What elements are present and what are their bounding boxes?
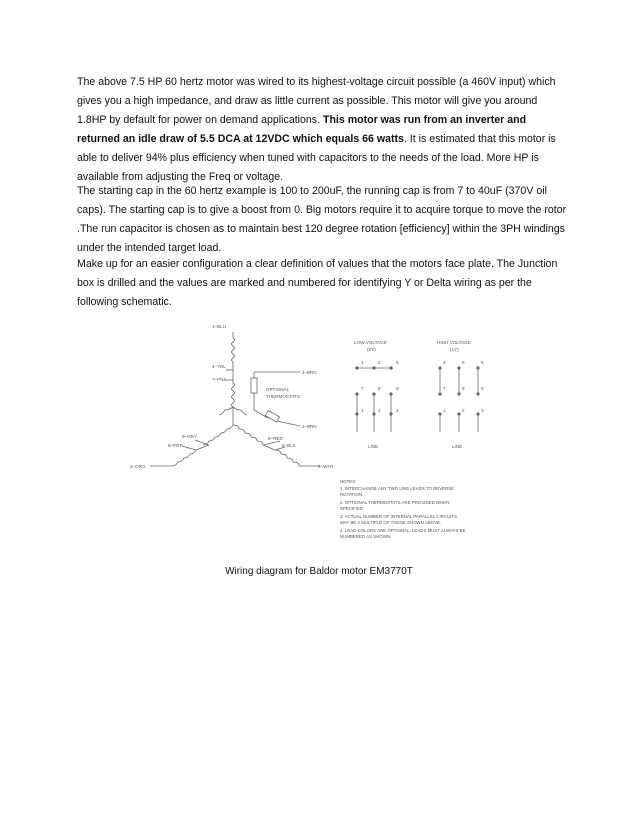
diagram-notes xyxy=(340,479,466,539)
lv-term-7: 7 xyxy=(361,386,364,391)
note-line: 3. ACTUAL NUMBER OF INTERNAL PARALLEL CIRCUITS xyxy=(340,514,458,519)
lv-term-1: 1 xyxy=(361,408,364,413)
lv-term-9: 9 xyxy=(396,386,399,391)
paragraph-1-text-a: The above 7.5 HP 60 hertz motor was wired to its highest-voltage circuit possible (a 460V input) which gives you a high impedance, and draw as little current as possible. This motor will give you around 1.8HP by default for power on demand applications. xyxy=(77,76,556,126)
lead-label-6: 6–PRP xyxy=(168,443,183,448)
lead-label-9: 9–GRY xyxy=(182,434,197,439)
lead-label-j-brn-bottom: J–BRN xyxy=(302,424,317,429)
lv-term-4: 4 xyxy=(361,360,364,365)
low-voltage-title: LOW VOLTAGE xyxy=(354,340,387,345)
figure-caption: Wiring diagram for Baldor motor EM3770T xyxy=(225,566,413,577)
hv-term-5: 5 xyxy=(462,360,465,365)
note-line: NUMBERED AS SHOWN. xyxy=(340,534,392,539)
high-voltage-connection xyxy=(437,340,484,449)
thermostats-label: THERMOSTATS xyxy=(266,394,301,399)
low-voltage-connection xyxy=(354,340,399,449)
note-line: 4. LEAD COLORS ARE OPTIONAL. LEADS MUST ALWAYS BE xyxy=(340,528,466,533)
hv-term-4: 4 xyxy=(443,360,446,365)
high-voltage-title: HIGH VOLTAGE xyxy=(437,340,471,345)
high-voltage-line: LINE xyxy=(452,444,463,449)
hv-term-8: 8 xyxy=(462,386,465,391)
lead-label-8: 8–RED xyxy=(268,436,283,441)
lv-term-8: 8 xyxy=(378,386,381,391)
optional-label: OPTIONAL xyxy=(266,387,290,392)
low-voltage-sub: (2Y) xyxy=(367,347,376,352)
note-line: 2. OPTIONAL THERMOSTATS ARE PROVIDED WHEN xyxy=(340,500,450,505)
high-voltage-sub: (1Y) xyxy=(450,347,459,352)
lead-label-4: 4–YEL xyxy=(212,364,226,369)
hv-term-9: 9 xyxy=(481,386,484,391)
lead-label-j-brn-top: J–BRN xyxy=(302,370,317,375)
lv-term-6: 6 xyxy=(396,360,399,365)
lead-label-7: 7–PNK xyxy=(212,377,227,382)
lead-label-3: 3–ORG xyxy=(130,464,146,469)
paragraph-1-bold: This motor was run from an inverter and returned an idle draw of 5.5 DCA at 12VDC which equals 66 watts xyxy=(77,114,527,145)
hv-term-2: 2 xyxy=(462,408,465,413)
note-line: 1. INTERCHANGE ANY TWO LINE LEADS TO REVERSE xyxy=(340,486,455,491)
paragraph-2: The starting cap in the 60 hertz example is 100 to 200uF, the running cap is from 7 to 40uF (370V oil caps). The starting cap is to give a boost from 0. Big motors require it to acquire torque to move the rotor .The run capacitor is chosen as to maintain best 120 degree rotation [efficiency] within the 3PH windings under the intended target load. xyxy=(77,185,567,254)
paragraph-3: Make up for an easier configuration a clear definition of values that the motors face plate. The Junction box is drilled and the values are marked and numbered for identifying Y or Delta wiring as per the following schematic. xyxy=(77,258,558,308)
lv-term-2: 2 xyxy=(378,408,381,413)
paragraph-1-text-b: . It is estimated that this motor is able to deliver 94% plus efficiency when tuned with capacitors to the needs of the load. More HP is available from adjusting the Freq or voltage. xyxy=(77,133,556,183)
hv-term-1: 1 xyxy=(443,408,446,413)
lead-label-5: 5–BLK xyxy=(282,443,296,448)
lv-term-5: 5 xyxy=(378,360,381,365)
hv-term-3: 3 xyxy=(481,408,484,413)
lead-label-2: 2–WHT xyxy=(318,464,334,469)
lead-label-1: 1–BLU xyxy=(212,324,227,329)
low-voltage-line: LINE xyxy=(368,444,379,449)
hv-term-6: 6 xyxy=(481,360,484,365)
note-line: ROTATION. xyxy=(340,492,364,497)
note-line: MAY BE A MULTIPLE OF THOSE SHOWN ABOVE. xyxy=(340,520,442,525)
lv-term-3: 3 xyxy=(396,408,399,413)
notes-heading: NOTES: xyxy=(340,479,357,484)
note-line: SPECIFIED. xyxy=(340,506,365,511)
hv-term-7: 7 xyxy=(443,386,446,391)
